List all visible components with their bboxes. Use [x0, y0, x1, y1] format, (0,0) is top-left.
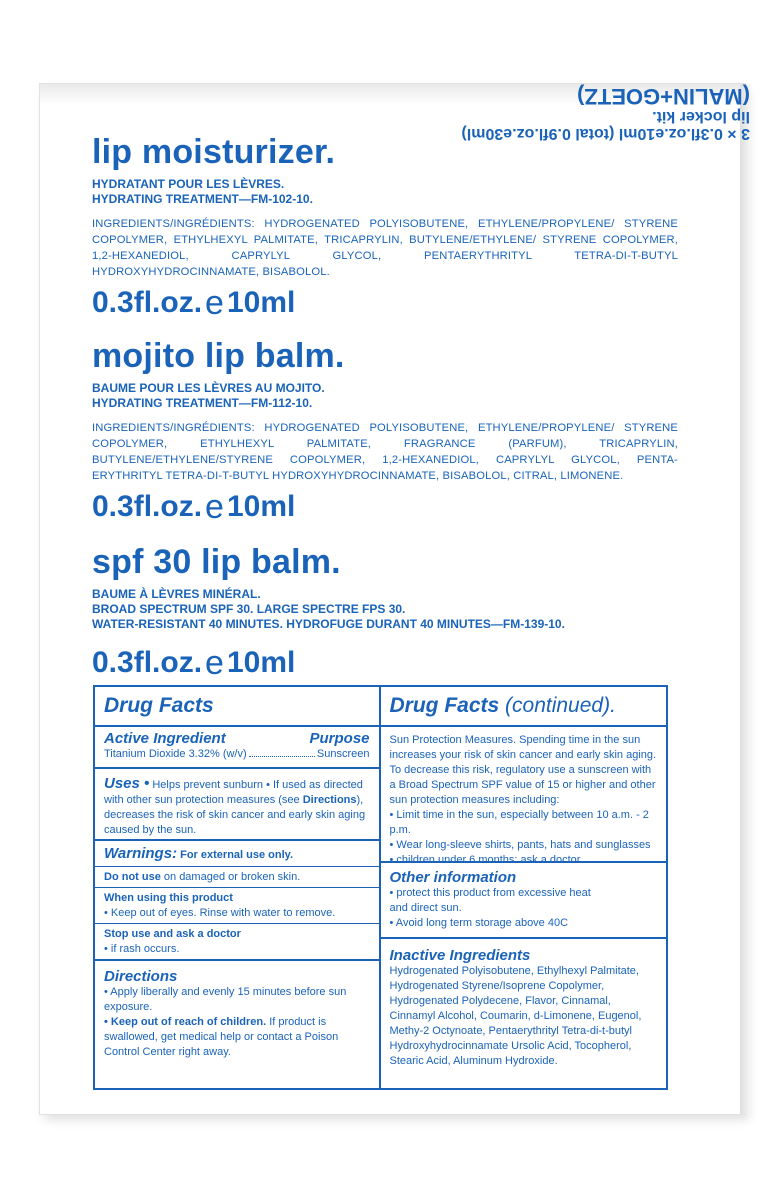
size-metric: 10ml	[226, 646, 296, 679]
active-ingredient-name: Titanium Dioxide 3.32% (w/v)	[104, 748, 247, 760]
other-information-section	[381, 863, 667, 939]
product-size	[92, 490, 692, 524]
do-not-use-row	[95, 867, 379, 888]
estimated-sign-icon: e	[205, 488, 224, 526]
inactive-ingredients-section	[381, 939, 667, 1073]
directions-heading: Directions	[104, 968, 178, 985]
drug-facts-continued-header	[381, 687, 667, 727]
flap-line-brand: (MALIN+GOETZ)	[577, 84, 750, 109]
continued-title-main: Drug Facts	[389, 694, 500, 717]
product-name: lip moisturizer.	[92, 133, 336, 171]
size-imperial: 0.3fl.oz.	[92, 286, 203, 319]
warnings-heading: Warnings:	[104, 845, 178, 862]
active-ingredient-row	[104, 747, 370, 762]
inactive-ingredients-text: Hydrogenated Polyisobutene, Ethylhexyl Palmitate, Hydrogenated Styrene/Isoprene Copolymer, Hydrogenated Polydecene, Flavor, Cinnamal, Cinnamyl Alcohol, Coumarin, d-Limonene, Eugenol, Methy-2 Octynoate, Pentaerythrityl Tetra-di-t-butyl Hydroxyhydrocinnamate Ursolic Acid, Tocopherol, Stearic Acid, Aluminum Hydroxide.	[389, 965, 642, 1067]
product-subtitle-line: WATER-RESISTANT 40 MINUTES. HYDROFUGE DURANT 40 MINUTES—FM-139-10.	[92, 617, 565, 631]
active-ingredient-section	[95, 727, 379, 769]
product-subtitle	[92, 381, 692, 411]
active-ingredient-heading: Active Ingredient	[104, 730, 226, 747]
sun-protection-item: • Wear long-sleeve shirts, pants, hats and sunglasses	[389, 839, 651, 851]
other-information-item: • protect this product from excessive heat	[389, 887, 591, 899]
size-imperial: 0.3fl.oz.	[92, 646, 203, 679]
uses-section	[95, 769, 379, 841]
drug-facts-header	[95, 687, 379, 727]
warnings-row	[95, 845, 379, 867]
stop-use-row	[95, 924, 379, 959]
when-using-text: • Keep out of eyes. Rinse with water to remove.	[104, 907, 336, 919]
sun-protection-section	[381, 727, 667, 866]
flap-line-kit: lip locker kit.	[652, 108, 750, 125]
product-name: mojito lip balm.	[92, 337, 345, 375]
sun-protection-intro: Sun Protection Measures. Spending time in the sun increases your risk of skin cancer and early skin aging. To decrease this risk, regulatory use a sunscreen with a Broad Spectrum SPF value of 15 or higher and other sun protection measures including:	[389, 734, 657, 806]
product-subtitle-line: HYDRATING TREATMENT—FM-112-10.	[92, 396, 313, 410]
product-mojito-lip-balm	[92, 337, 692, 524]
uses-text-part: ), decreases the risk of skin cancer and early skin aging caused by the sun.	[104, 794, 366, 836]
estimated-sign-icon: e	[205, 284, 224, 322]
sun-protection-item: • Limit time in the sun, especially between 10 a.m. - 2 p.m.	[389, 809, 649, 836]
drug-facts-title: Drug Facts	[104, 694, 214, 717]
product-ingredients: INGREDIENTS/INGRÉDIENTS: HYDROGENATED POLYISOBUTENE, ETHYLENE/PROPYLENE/ STYRENE COPOLYMER, ETHYLHEXYL PALMITATE, TRICAPRYLIN, BUTYLENE/ETHYLENE/ STYRENE COPOLYMER, 1,2-HEXANEDIOL, CAPRYLYL GLYCOL, PENTAERYTHRITYL TETRA-DI-T-BUTYL HYDROXYHYDROCINNAMATE, BISABOLOL.	[92, 218, 678, 278]
product-spf-30-lip-balm	[92, 543, 692, 680]
warnings-section	[95, 841, 379, 961]
other-information-heading: Other information	[389, 869, 517, 886]
other-information-item: and direct sun.	[389, 902, 462, 914]
uses-directions-ref: Directions	[302, 794, 357, 806]
continued-title-suffix: (continued).	[499, 694, 616, 717]
stop-use-text: • if rash occurs.	[104, 943, 180, 955]
directions-section	[95, 961, 379, 1064]
do-not-use-text: on damaged or broken skin.	[160, 871, 301, 883]
inactive-ingredients-heading: Inactive Ingredients	[389, 947, 531, 964]
purpose-heading: Purpose	[309, 730, 370, 747]
product-subtitle-line: HYDRATANT POUR LES LÈVRES.	[92, 177, 285, 191]
product-subtitle-line: HYDRATING TREATMENT—FM-102-10.	[92, 192, 313, 206]
size-metric: 10ml	[226, 490, 296, 523]
size-metric: 10ml	[226, 286, 296, 319]
when-using-row	[95, 888, 379, 924]
uses-text-part: Helps prevent sunburn • If used as directed with other sun protection measures (see	[104, 779, 363, 806]
drug-facts-continued-title	[390, 691, 658, 720]
product-subtitle	[92, 587, 692, 632]
directions-item: • Apply liberally and evenly 15 minutes before sun exposure.	[104, 986, 347, 1013]
stop-use-heading: Stop use and ask a doctor	[104, 928, 241, 940]
when-using-heading: When using this product	[104, 892, 233, 904]
product-lip-moisturizer	[92, 133, 692, 320]
product-subtitle-line: BAUME À LÈVRES MINÉRAL.	[92, 587, 261, 601]
drug-facts-right-column	[381, 687, 667, 1088]
drug-facts-left-column	[95, 687, 381, 1088]
product-subtitle	[92, 177, 692, 207]
product-ingredients: INGREDIENTS/INGRÉDIENTS: HYDROGENATED POLYISOBUTENE, ETHYLENE/PROPYLENE/ STYRENE COPOLYMER, ETHYLHEXYL PALMITATE, FRAGRANCE (PARFUM), TRICAPRYLIN, BUTYLENE/ETHYLENE/STYRENE COPOLYMER, 1,2-HEXANEDIOL, CAPRYLYL GLYCOL, PENTA-ERYTHRITYL TETRA-DI-T-BUTYL HYDROXYHYDROCINNAMATE, BISABOLOL, CITRAL, LIMONENE.	[92, 422, 678, 482]
drug-facts-panel	[93, 685, 668, 1090]
package-side-edge	[740, 84, 750, 1114]
directions-children-warning: • Keep out of reach of children.	[104, 1016, 267, 1028]
uses-heading: Uses •	[104, 775, 150, 792]
other-information-item: • Avoid long term storage above 40C	[389, 917, 569, 929]
warnings-text: For external use only.	[177, 849, 294, 861]
directions-children-text: If product is swallowed, get medical help or contact a Poison Control Center right away.	[104, 1016, 339, 1058]
product-subtitle-line: BROAD SPECTRUM SPF 30. LARGE SPECTRE FPS 30.	[92, 602, 406, 616]
do-not-use-heading: Do not use	[104, 871, 161, 883]
active-ingredient-header-row	[104, 730, 370, 747]
directions-item	[104, 1015, 370, 1060]
product-size	[92, 286, 692, 320]
active-ingredient-purpose: Sunscreen	[316, 748, 370, 760]
estimated-sign-icon: e	[205, 644, 224, 682]
product-size	[92, 646, 692, 680]
sun-protection-item: • children under 6 months: ask a doctor.	[389, 854, 583, 866]
uses-text	[104, 775, 370, 838]
size-imperial: 0.3fl.oz.	[92, 490, 203, 523]
product-name: spf 30 lip balm.	[92, 543, 341, 581]
product-subtitle-line: BAUME POUR LES LÈVRES AU MOJITO.	[92, 381, 325, 395]
leader-dots	[249, 756, 315, 757]
flap-line-size: 3 × 0.3fl.oz.e10ml (total 0.9fl.oz.e30ml)	[461, 125, 750, 142]
